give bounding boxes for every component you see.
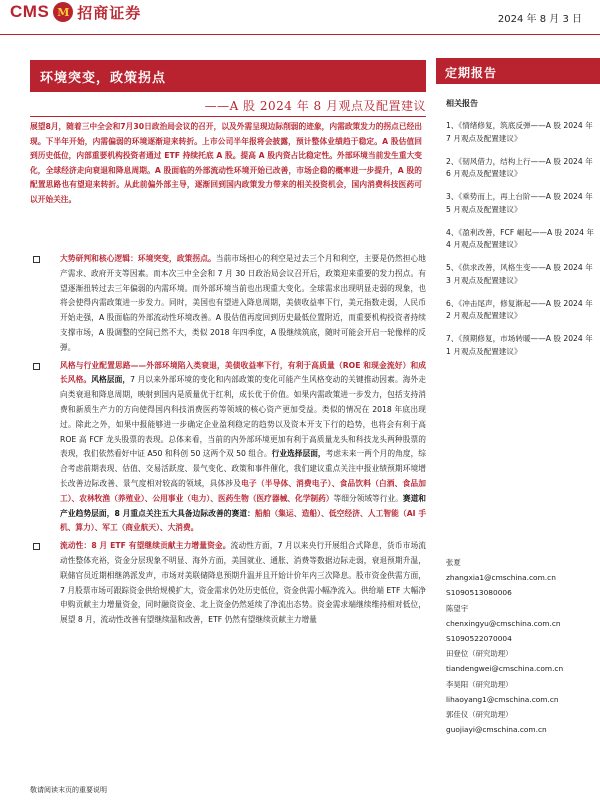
analyst-name: 李昊阳 bbox=[446, 679, 469, 689]
analyst-email[interactable]: chenxingyu@cmschina.com.cn bbox=[446, 618, 561, 628]
analyst-role: （研究助理） bbox=[468, 710, 513, 720]
bullet-bold-label: 行业选择层面， bbox=[271, 449, 326, 459]
analyst-name: 田登位 bbox=[446, 649, 469, 659]
bullet-lead: 流动性：8 月 ETF 有望继续贡献主力增量资金。 bbox=[60, 541, 231, 551]
related-report-item[interactable]: 4、《盈利改善，FCF 崛起——A 股 2024 年 4 月观点及配置建议》 bbox=[446, 227, 594, 250]
bullet-style-allocation bbox=[30, 359, 426, 537]
bullet-body: 7 月以来外部环境的变化和内部政策的变化可能产生风格变动的关键推动因素。海外走向类衰退和降息周期，映射到国内是质量优于红利，成长优于价值。如果内需政策进一步发力，包括支持消费和新质生产力的方向使得国内科技消费医药等领域的核心资产更加受益。类似的情况在 2018 年底出现过。除此之外，如果中报能够进一步确定企业盈利稳定的趋势以及资本开支下行的趋势，也将会有利于高 ROE 高 FCF 龙头股票的表现。总体来看，当前的内外部环境更加有利于高质量龙头和科技龙头两种股票的表现，我们依然看好中证 A50 和科创 50 这两个双 50 组合。 bbox=[60, 375, 426, 459]
report-subtitle: ——A 股 2024 年 8 月观点及配置建议 bbox=[204, 99, 426, 113]
subtitle-divider bbox=[30, 116, 426, 117]
related-report-item[interactable]: 2、《韧风借力，结构上行——A 股 2024 年 6 月观点及配置建议》 bbox=[446, 156, 593, 179]
report-date: 2024 年 8 月 3 日 bbox=[497, 14, 582, 25]
sidebar bbox=[436, 58, 600, 800]
cms-logo bbox=[10, 0, 141, 24]
bullet-liquidity bbox=[30, 539, 426, 628]
analyst-email[interactable]: lihaoyang1@cmschina.com.cn bbox=[446, 694, 559, 704]
bullet-bold-label: 风格层面， bbox=[91, 375, 131, 385]
bullet-square-icon bbox=[33, 256, 40, 263]
report-type-banner bbox=[436, 58, 600, 84]
bullet-highlight: 电子（半导体、消费电子）、食品饮料（白酒、食品加工）、农林牧渔（养殖业）、公用事业（电力）、医药生物（医疗器械、化学制药） bbox=[60, 478, 426, 503]
related-report-item[interactable]: 3、《乘势而上，再上台阶——A 股 2024 年 5 月观点及配置建议》 bbox=[446, 192, 593, 214]
analyst-entry bbox=[446, 677, 598, 692]
analyst-entry bbox=[446, 707, 598, 722]
bullet-body: 流动性方面，7 月以来央行开展组合式降息，货币市场流动性整体充裕，资金分层现象不明显、海外方面，美国就业、通胀、消费等数据边际走弱，衰退预期升温，联储官员近期相继鸽派发声，市场对美联储降息预期升温并且开始计价年内三次降息。股市资金供需方面，7 月股票市场可跟踪资金供给规模扩大，资金需求仍处历史低位，资金供需小幅净流入。供给端 ETF 大幅净申购贡献主力增量资金，同时融资资金、北上资金仍然延续了净流出态势。资金需求端继续维持相对低位，展望 8 月，流动性改善有望继续温和改善，ETF 仍然有望继续贡献主力增量 bbox=[60, 541, 426, 625]
analyst-name: 陈望宇 bbox=[446, 603, 469, 613]
related-reports-list bbox=[446, 120, 598, 369]
analyst-license: S1090513080006 bbox=[446, 588, 512, 598]
bullet-bold-label: 赛道和产业趋势层面，8 月重点关注五大具备边际改善的赛道： bbox=[60, 493, 426, 518]
logo-mark-icon: M bbox=[53, 2, 73, 22]
logo-text-cn: 招商证券 bbox=[77, 3, 142, 22]
bullet-body: 等细分领域等行业。 bbox=[333, 493, 403, 503]
analyst-email[interactable]: zhangxia1@cmschina.com.cn bbox=[446, 573, 556, 583]
logo-text-en: CMS bbox=[10, 2, 50, 21]
bullet-list bbox=[30, 252, 426, 631]
executive-summary: 展望8月，随着三中全会和7月30日政治局会议的召开，以及外需呈现边际削弱的迹象，内需政策发力的拐点已经出现。下半年开始，内需偏弱的环境逐渐迎来转折。上市公司半年报将会披露，预计整体业绩趋于稳定。A 股估值回到历史低位，内部重要机构投资者通过 ETF 持续托底 A 股。提高 A 股内资占比稳定性。外部环境当前发生重大变化，全球经济走向衰退和降息周期。A 股面临的外部流动性环境开始已改善，市场企稳的概率进一步提升，A 股的配置思路也有望迎来转折。从此前偏外部主导，逐渐回到国内政策发力带来的相关投资机会，国内消费科技医药可以开始关注。 bbox=[30, 122, 422, 204]
bullet-highlight: 船舶（集运、造船）、低空经济、人工智能（AI 手机、算力）、军工（商业航天）、大消费。 bbox=[60, 508, 427, 533]
bullet-body: 考虑未来一两个月的角度，综合考虑前期表现、估值、交易活跃度、景气变化、政策和事件催化，我们建议重点关注中报业绩预期环境增长改善边际改善、景气度相对较高的领域，具体涉及 bbox=[60, 449, 426, 488]
related-report-item[interactable]: 1、《情绪修复，筑底反弹——A 股 2024 年 7 月观点及配置建议》 bbox=[446, 121, 593, 143]
analyst-email[interactable]: tiandengwei@cmschina.com.cn bbox=[446, 664, 564, 674]
analyst-role: （研究助理） bbox=[468, 649, 513, 659]
related-report-item[interactable]: 5、《供求改善，风格生变——A 股 2024 年 3 月观点及配置建议》 bbox=[446, 263, 593, 285]
analyst-name: 张夏 bbox=[446, 558, 461, 567]
bullet-square-icon bbox=[33, 543, 40, 550]
related-report-item[interactable]: 7、《预期修复，市场转暖——A 股 2024 年 1 月观点及配置建议》 bbox=[446, 334, 593, 357]
bullet-body: 当前市场担心的利空是过去三个月和利空，主要是仍然担心地产需求、政府开支等因素。而本次三中全会和 7 月 30 日政治局会议召开后，政策迎来重要的发力拐点。有望逐渐扭转过去三年偏弱的内需环境。而外部环境当前也出现重大变化。全球需求出现明显走弱的现象，也将会使得内需政策进一步发力。同时，美国也有望进入降息周期，美债收益率下行，美元指数走弱，人民币开始走强，A 股面临的外部流动性环境改善。A 股估值再度回到历史最低位置附近，而重要机构投资者持续支撑市场，A 股调整的空间已然不大，类似 2018 年四季度，A 股继续筑底，随时可能会开启一轮像样的反弹。 bbox=[60, 254, 426, 352]
bullet-square-icon bbox=[33, 363, 40, 370]
report-type-label: 定期报告 bbox=[445, 66, 498, 80]
bullet-lead: 风格与行业配置思路——外部环境陷入类衰退，美债收益率下行，有利于高质量（ROE 和现金流好）和成长风格。 bbox=[60, 360, 426, 385]
bullet-market-outlook bbox=[30, 252, 426, 356]
analyst-email[interactable]: guojiayi@cmschina.com.cn bbox=[446, 725, 547, 735]
related-report-item[interactable]: 6、《冲击尾声，修复渐起——A 股 2024 年 2 月观点及配置建议》 bbox=[446, 298, 593, 321]
analyst-license: S1090522070004 bbox=[446, 634, 512, 644]
footer-disclaimer: 敬请阅读末页的重要说明 bbox=[30, 786, 107, 794]
report-title: 环境突变，政策拐点 bbox=[40, 71, 167, 86]
title-banner bbox=[30, 60, 426, 92]
analyst-name: 郭佳仪 bbox=[446, 710, 469, 720]
related-reports-heading: 相关报告 bbox=[446, 99, 478, 108]
page-header bbox=[0, 0, 600, 34]
analyst-list bbox=[446, 555, 598, 737]
analyst-entry bbox=[446, 646, 598, 661]
header-divider bbox=[0, 34, 600, 35]
analyst-role: （研究助理） bbox=[468, 679, 513, 689]
bullet-lead: 大势研判和核心逻辑：环境突变，政策拐点。 bbox=[60, 254, 216, 263]
